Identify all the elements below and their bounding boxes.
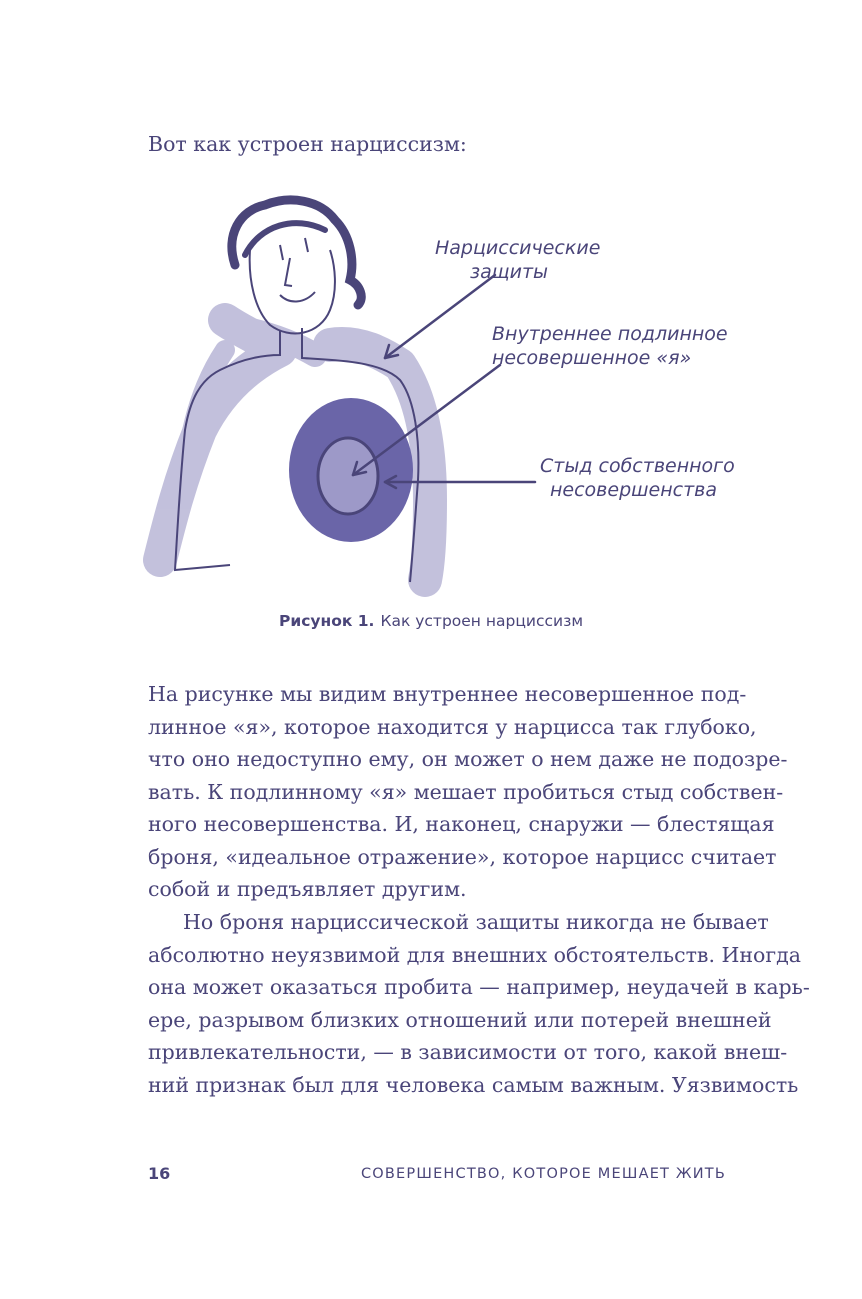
text-line: броня, «идеальное отражение», которое нарцисс считает [148,844,777,869]
paragraph-1 [148,678,788,906]
figure-drawing [130,180,750,600]
text-line: линное «я», которое находится у нарцисса так глубоко, [148,714,757,739]
label-shame-line1: Стыд собственного [540,455,735,477]
narcissism-figure [130,180,750,600]
hair-scribble [232,200,361,305]
text-line: привлекательности, — в зависимости от того, какой внеш- [148,1040,788,1064]
label-defenses-line2: защиты [470,261,549,283]
page-number: 16 [148,1164,171,1183]
inner-self [318,438,378,514]
caption-text: Как устроен нарциссизм [380,612,584,630]
text-line: Но броня нарциссической защиты никогда не бывает [183,910,769,934]
label-self-line1: Внутреннее подлинное [492,323,728,345]
text-line: ного несовершенства. И, наконец, снаружи — блестящая [148,812,775,836]
paragraph-2 [148,906,810,1101]
face-eyes [280,238,308,260]
intro-line: Вот как устроен нарциссизм: [148,132,467,156]
text-line: На рисунке мы видим внутреннее несовершенное под- [148,682,747,706]
label-shame-line2: несовершенства [550,479,717,501]
hair-scribble-2 [245,223,325,255]
text-line: абсолютно неуязвимой для внешних обстоятельств. Иногда [148,942,801,967]
running-title: СОВЕРШЕНСТВО, КОТОРОЕ МЕШАЕТ ЖИТЬ [360,1166,726,1182]
face-nose [285,258,292,286]
label-defenses-line1: Нарциссические [435,237,601,259]
text-line: ний признак был для человека самым важным. Уязвимость [148,1072,799,1097]
text-line: собой и предъявляет другим. [148,877,467,901]
text-line: вать. К подлинному «я» мешает пробиться стыд собствен- [148,779,784,804]
text-line: что оно недоступно ему, он может о нем даже не подозре- [148,747,788,771]
label-self-line2: несовершенное «я» [492,347,692,369]
figure-caption [0,612,862,630]
face-smile [280,292,315,301]
text-line: ере, разрывом близких отношений или потерей внешней [148,1007,772,1032]
text-line: она может оказаться пробита — например, неудачей в карь- [148,975,810,999]
caption-label: Рисунок 1. [278,612,375,630]
